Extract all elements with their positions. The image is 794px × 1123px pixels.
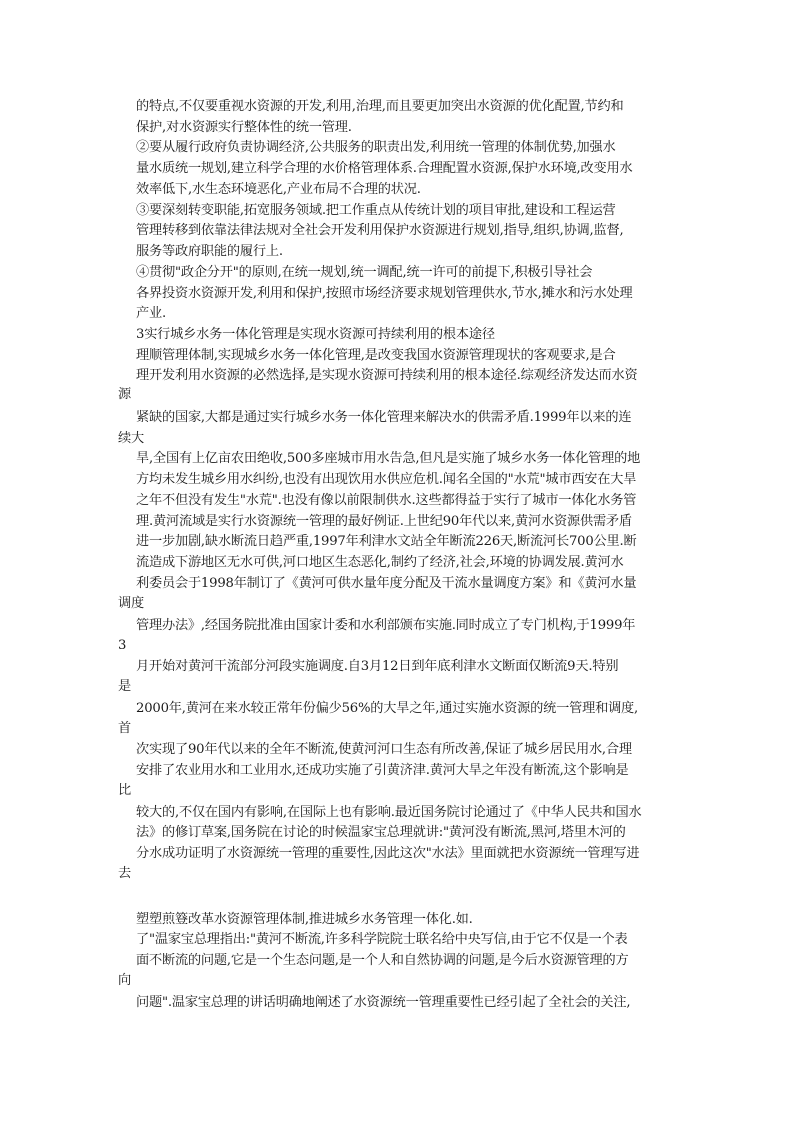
text-line: 紧缺的国家,大都是通过实行城乡水务一体化管理来解决水的供需矛盾.1999年以来的连 — [136, 410, 632, 425]
text-line: 分水成功证明了水资源统一管理的重要性,因此这次"水法》里面就把水资源统一管理写进 — [136, 846, 640, 861]
text-line: ④贯彻"政企分开"的原则,在统一规划,统一调配,统一许可的前提下,积极引导社会 — [136, 265, 593, 280]
text-line: 面不断流的问题,它是一个生态问题,是一个人和自然协调的问题,是今后水资源管理的方 — [136, 953, 629, 968]
text-line: 旱,全国有上亿亩农田绝收,500多座城市用水告急,但凡是实施了城乡水务一体化管理的地 — [136, 451, 641, 466]
text-line: 效率低下,水生态环境恶化,产业布局不合理的状况. — [136, 182, 421, 197]
text-line: 保护,对水资源实行整体性的统一管理. — [136, 120, 352, 135]
text-line: ②要从履行政府负责协调经济,公共服务的职责出发,利用统一管理的体制优势,加强水 — [136, 140, 616, 155]
text-line: 次实现了90年代以来的全年不断流,使黄河河口生态有所改善,保证了城乡居民用水,合理 — [136, 742, 632, 757]
text-line: 3 — [118, 638, 127, 653]
text-line: 续大 — [118, 431, 144, 446]
text-line: 了"温家宝总理指出:"黄河不断流,许多科学院院士联名给中央写信,由于它不仅是一个表 — [136, 932, 628, 947]
text-line: 理开发利用水资源的必然选择,是实现水资源可持续利用的根本途径.综观经济发达而水资 — [136, 368, 638, 383]
text-line: 月开始对黄河干流部分河段实施调度.自3月12日到年底利津水文断面仅断流9天.特别 — [136, 659, 619, 674]
text-line: 管理办法》,经国务院批准由国家计委和水利部颁布实施.同时成立了专门机构,于1999年 — [136, 618, 636, 633]
text-line: 量水质统一规划,建立科学合理的水价格管理体系.合理配置水资源,保护水环境,改变用水 — [136, 161, 633, 176]
text-line: 流造成下游地区无水可供,河口地区生态恶化,制约了经济,社会,环境的协调发展.黄河水 — [136, 555, 624, 570]
text-line: ③要深刻转变职能,拓宽服务领域.把工作重点从传统计划的项目审批,建设和工程运营 — [136, 203, 616, 218]
text-line: 调度 — [118, 596, 144, 611]
text-line: 各界投资水资源开发,利用和保护,按照市场经济要求规划管理供水,节水,摊水和污水处理 — [136, 286, 633, 301]
text-line: 较大的,不仅在国内有影响,在国际上也有影响.最近国务院讨论通过了《中华人民共和国水 — [136, 805, 642, 820]
text-line: 是 — [118, 679, 131, 694]
text-line: 服务等政府职能的履行上. — [136, 244, 283, 259]
text-line: 2000年,黄河在来水较正常年份偏少56%的大旱之年,通过实施水资源的统一管理和调度, — [136, 701, 639, 716]
text-line: 源 — [118, 387, 131, 402]
text-line: 理.黄河流域是实行水资源统一管理的最好例证.上世纪90年代以来,黄河水资源供需矛盾 — [136, 514, 632, 529]
text-line: 塑塑煎簦改革水资源管理体制,推进城乡水务管理一体化.如. — [136, 912, 473, 927]
text-line: 法》的修订草案,国务院在讨论的时候温家宝总理就讲:"黄河没有断流,黑河,塔里木河的 — [136, 825, 626, 840]
text-line: 去 — [118, 866, 131, 881]
text-line: 首 — [118, 721, 131, 736]
text-line: 比 — [118, 783, 131, 798]
text-line: 的特点,不仅要重视水资源的开发,利用,治理,而且要更加突出水资源的优化配置,节约和 — [136, 99, 624, 114]
text-line: 之年不但没有发生"水荒".也没有像以前限制供水.这些都得益于实行了城市一体化水务管 — [136, 493, 637, 508]
section-heading: 3实行城乡水务一体化管理是实现水资源可持续利用的根本途径 — [136, 327, 495, 342]
text-line: 管理转移到依靠法律法规对全社会开发利用保护水资源进行规划,指导,组织,协调,监督, — [136, 223, 624, 238]
text-line: 利委员会于1998年制订了《黄河可供水量年度分配及干流水量调度方案》和《黄河水量 — [136, 576, 637, 591]
text-line: 方均未发生城乡用水纠纷,也没有出现饮用水供应危机.闻名全国的"水荒"城市西安在大旱 — [136, 472, 637, 487]
text-line: 问题".温家宝总理的讲话明确地阐述了水资源统一管理重要性已经引起了全社会的关注, — [136, 995, 631, 1010]
text-line: 安排了农业用水和工业用水,还成功实施了引黄济津.黄河大旱之年没有断流,这个影响是 — [136, 763, 629, 778]
text-line: 进一步加剧,缺水断流日趋严重,1997年利津水文站全年断流226天,断流河长700公里.断 — [136, 534, 637, 549]
text-line: 产业. — [136, 306, 166, 321]
text-line: 向 — [118, 973, 131, 988]
text-line: 理顺管理体制,实现城乡水务一体化管理,是改变我国水资源管理现状的客观要求,是合 — [136, 348, 616, 363]
